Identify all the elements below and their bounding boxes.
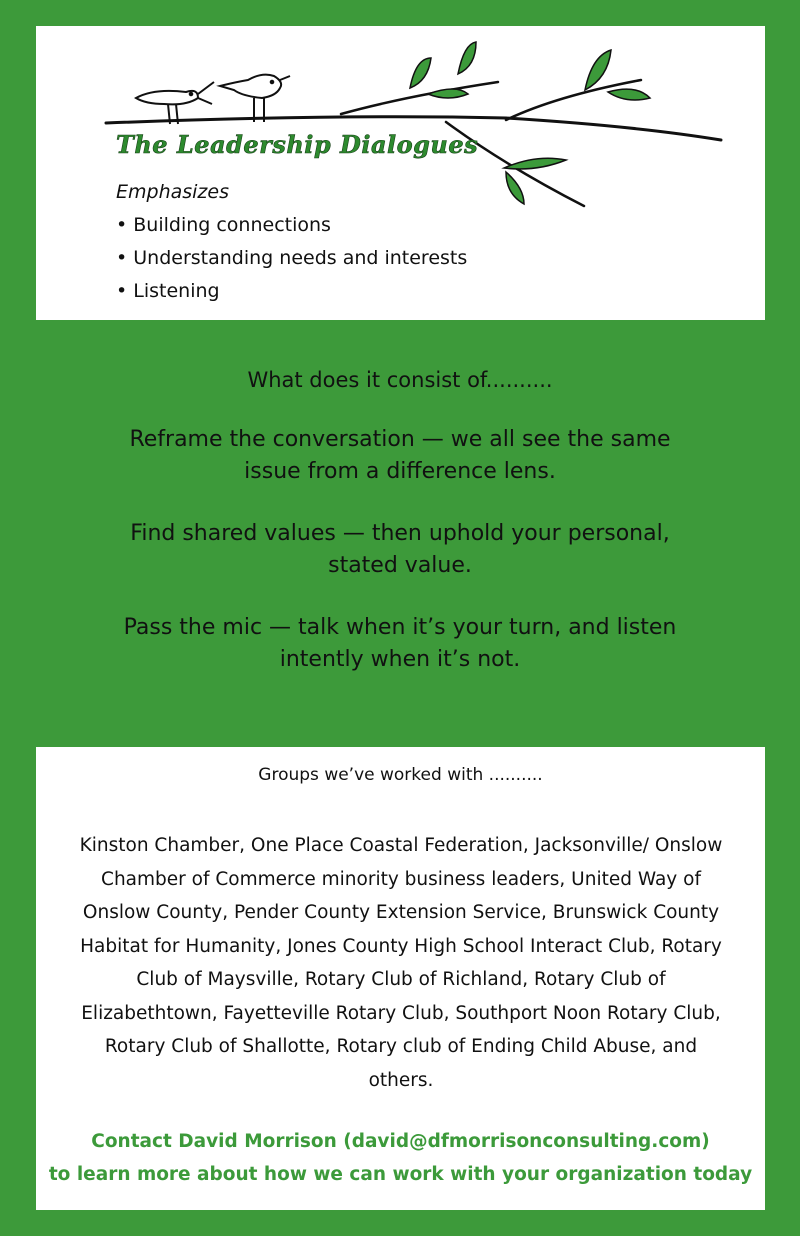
emphasis-label: Emphasizes — [116, 181, 229, 203]
emphasis-item: • Understanding needs and interests — [116, 247, 468, 269]
consist-point: Reframe the conversation — we all see the same issue from a difference lens. — [129, 427, 671, 484]
bird-left — [136, 82, 214, 124]
contact-line: Contact David Morrison (david@dfmorrisonconsulting.com) — [91, 1131, 710, 1152]
groups-list: Kinston Chamber, One Place Coastal Federation, Jacksonville/ Onslow Chamber of Commerce minority business leaders, United Way of Onslow County, Pender County Extension Service, Brunswick County Habitat for Humanity, Jones County High School Interact Club, Rotary Club of Maysville, Rotary Club of Richland, Rotary Club of Elizabethtown, Fayetteville Rotary Club, Southport Noon Rotary Club, Rotary Club of Shallotte, Rotary club of Ending Child Abuse, and others. — [79, 835, 723, 1091]
contact-block — [36, 1125, 765, 1191]
consist-point: Pass the mic — talk when it’s your turn, and listen intently when it’s not. — [123, 615, 677, 672]
brand-panel — [36, 26, 765, 320]
emphasis-item: • Listening — [116, 280, 220, 302]
emphasis-item: • Building connections — [116, 214, 331, 236]
bird-right — [220, 75, 290, 122]
consist-question: What does it consist of.......... — [247, 368, 553, 392]
groups-panel — [36, 747, 765, 1210]
consist-section — [0, 368, 800, 706]
consist-point: Find shared values — then uphold your personal, stated value. — [130, 521, 670, 578]
groups-heading: Groups we’ve worked with .......... — [258, 765, 543, 785]
brand-title: The Leadership Dialogues — [116, 130, 479, 159]
emphasis-list — [116, 176, 467, 308]
contact-line: to learn more about how we can work with your organization today — [48, 1164, 753, 1185]
